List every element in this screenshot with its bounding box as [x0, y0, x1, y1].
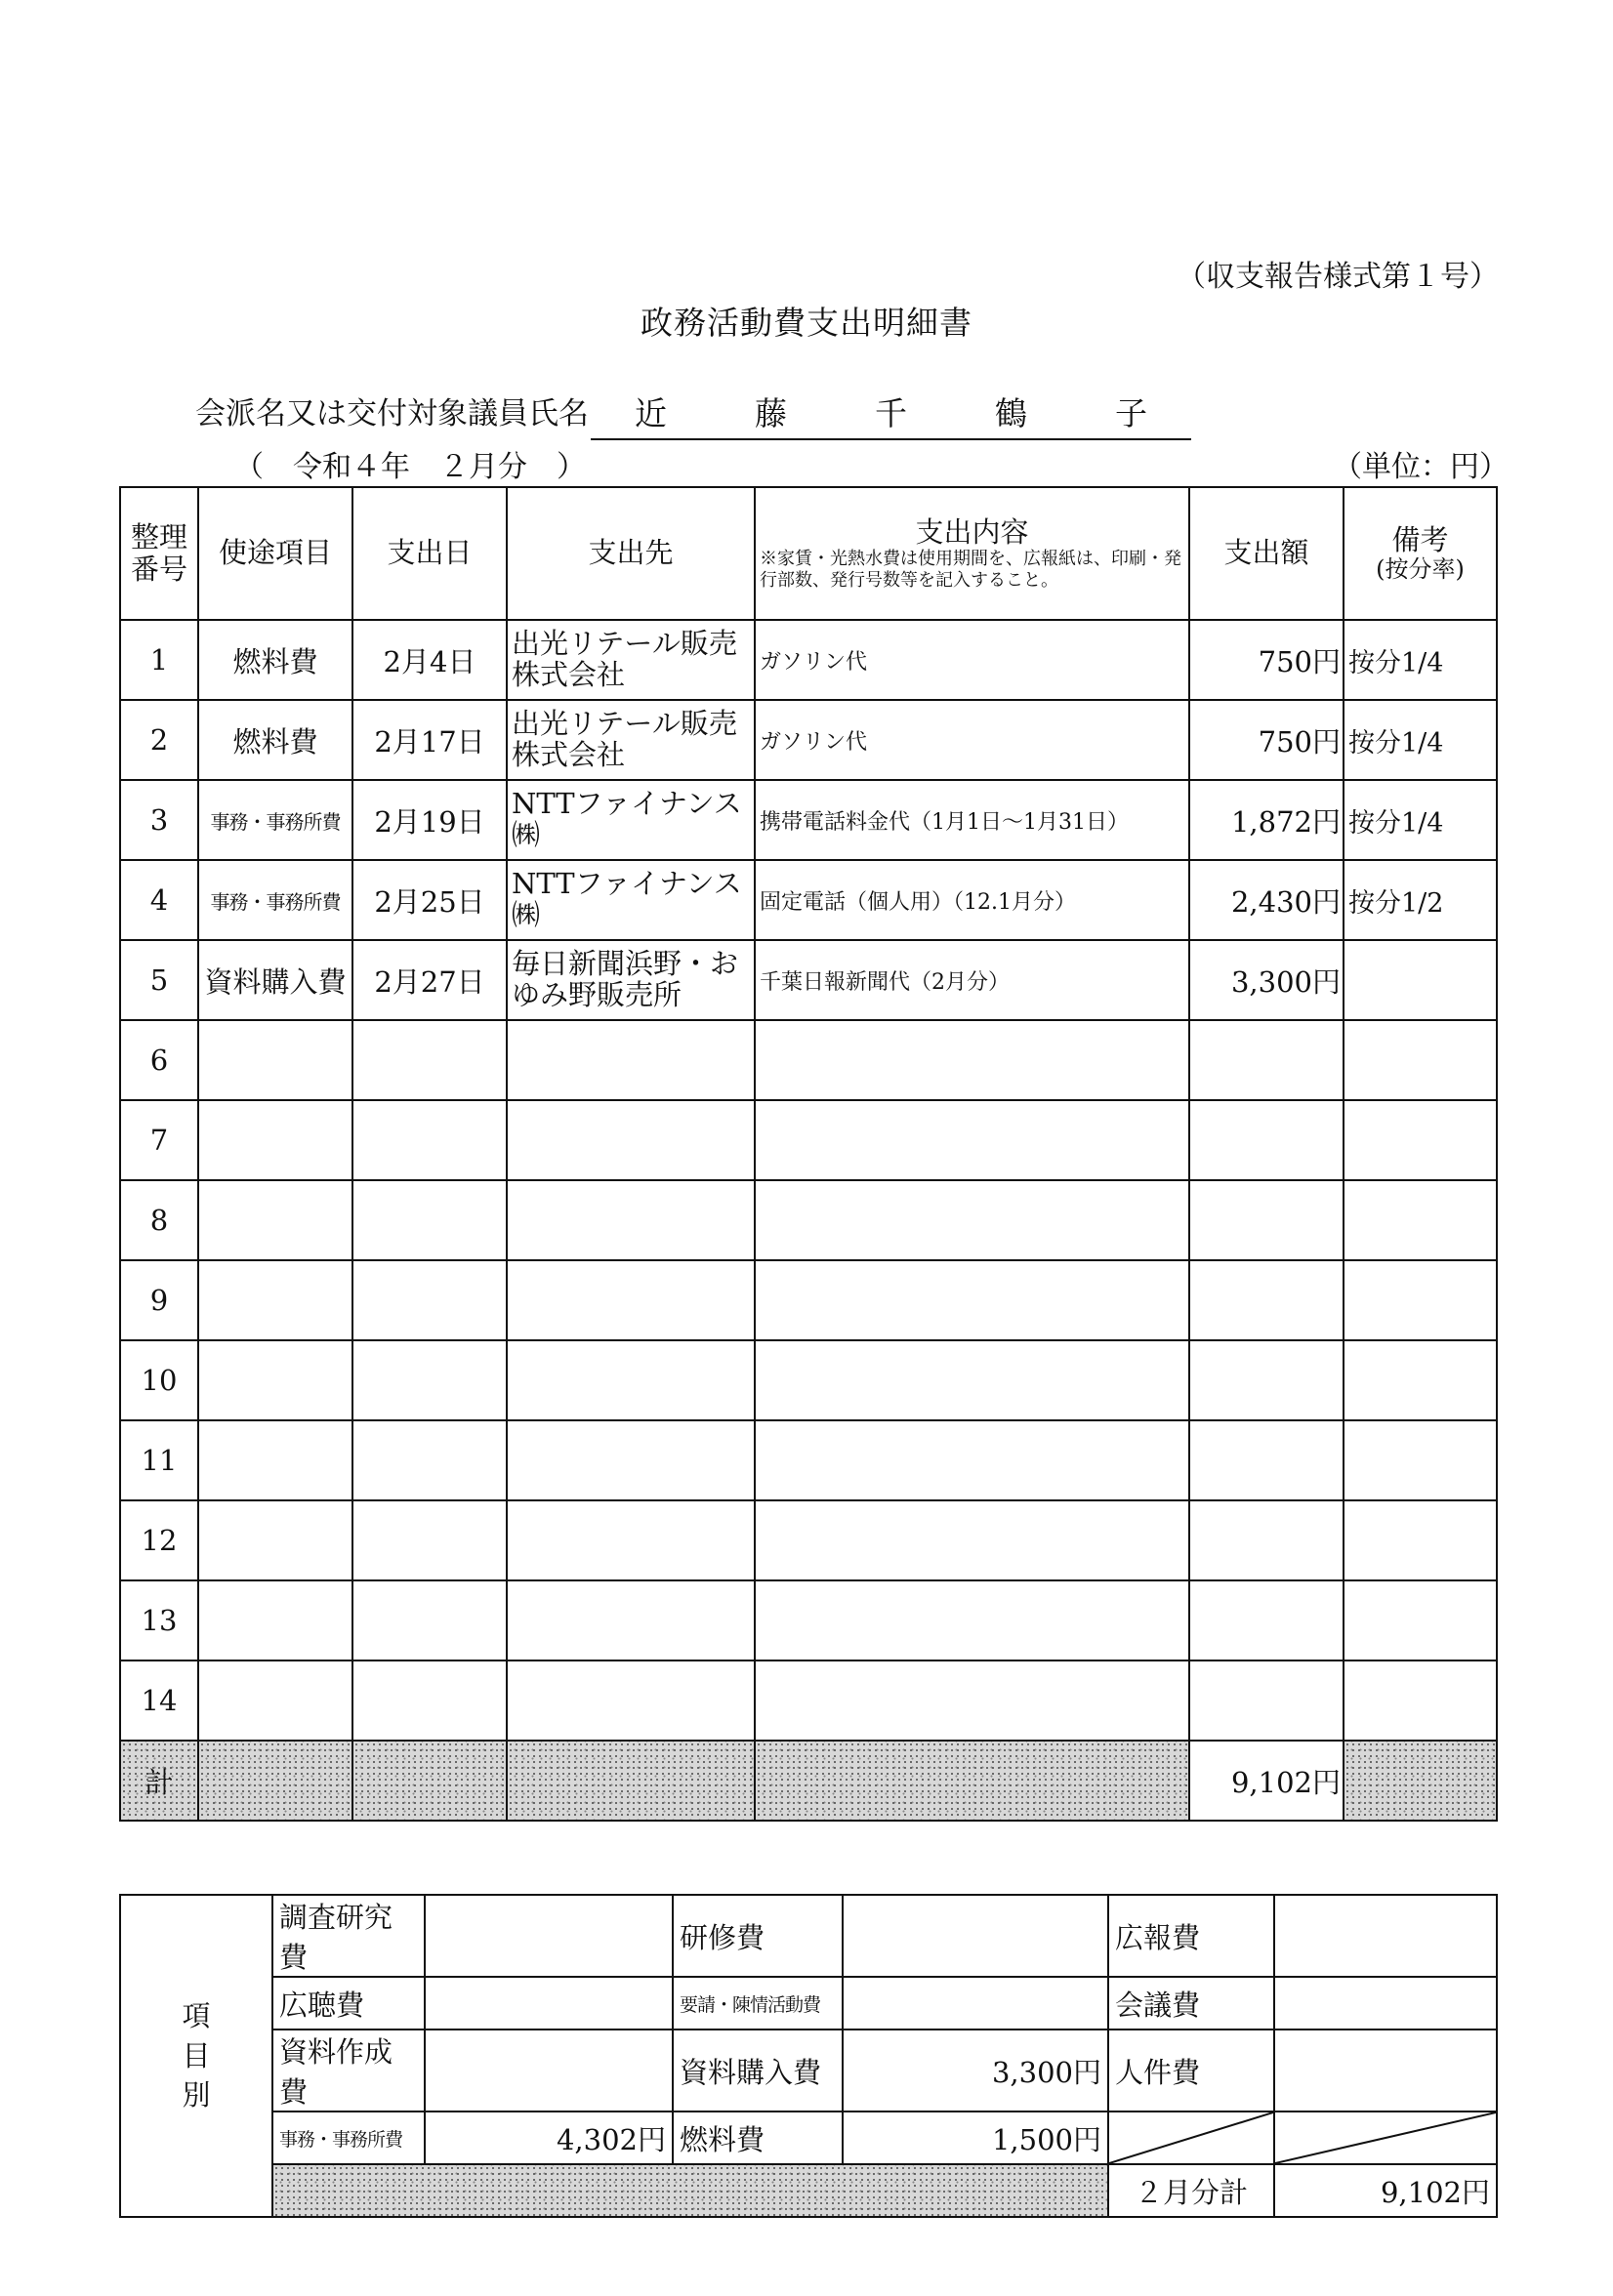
- summary-value: [425, 2030, 673, 2112]
- member-name-char: 子: [1115, 394, 1147, 432]
- period: （ 令和４年 ２月分 ）: [234, 450, 586, 484]
- row-category: 燃料費: [198, 620, 352, 700]
- row-category: [198, 1020, 352, 1100]
- summary-label: 調査研究費: [272, 1895, 425, 1977]
- row-date: [352, 1660, 507, 1741]
- form-number: （収支報告様式第１号）: [1177, 260, 1499, 294]
- row-category: 事務・事務所費: [198, 860, 352, 940]
- row-content: ガソリン代: [755, 700, 1189, 780]
- header-amount: 支出額: [1189, 487, 1344, 620]
- row-date: 2月19日: [352, 780, 507, 860]
- row-date: 2月4日: [352, 620, 507, 700]
- row-remarks: 按分1/4: [1344, 620, 1497, 700]
- row-content: 携帯電話料金代（1月1日～1月31日）: [755, 780, 1189, 860]
- summary-value: 4,302円: [425, 2112, 673, 2164]
- row-amount: [1189, 1100, 1344, 1180]
- total-amount: 9,102円: [1189, 1741, 1344, 1821]
- row-date: [352, 1180, 507, 1260]
- row-content: 固定電話（個人用）（12.1月分）: [755, 860, 1189, 940]
- row-number: 9: [120, 1260, 198, 1340]
- total-shaded-cell: [352, 1741, 507, 1821]
- summary-label: 資料購入費: [673, 2030, 843, 2112]
- row-amount: [1189, 1020, 1344, 1100]
- summary-blank-cell: [1274, 2112, 1497, 2164]
- row-content: [755, 1580, 1189, 1660]
- row-amount: 750円: [1189, 620, 1344, 700]
- table-row: [120, 1580, 1497, 1660]
- row-remarks: [1344, 1260, 1497, 1340]
- row-payee: [507, 1180, 755, 1260]
- summary-value: [1274, 1895, 1497, 1977]
- table-row: [120, 1100, 1497, 1180]
- member-name-char: 藤: [755, 394, 787, 432]
- summary-label: 会議費: [1108, 1977, 1274, 2030]
- row-number: 11: [120, 1420, 198, 1500]
- row-remarks: [1344, 1020, 1497, 1100]
- summary-label: 広聴費: [272, 1977, 425, 2030]
- row-payee: NTTファイナンス㈱: [507, 780, 755, 860]
- row-remarks: [1344, 1340, 1497, 1420]
- total-row: [120, 1741, 1497, 1821]
- row-payee: [507, 1420, 755, 1500]
- total-shaded-cell: [507, 1741, 755, 1821]
- row-date: [352, 1420, 507, 1500]
- row-date: [352, 1020, 507, 1100]
- row-date: [352, 1500, 507, 1580]
- header-payee: 支出先: [507, 487, 755, 620]
- table-header-row: [120, 487, 1497, 620]
- total-shaded-cell: [1344, 1741, 1497, 1821]
- row-remarks: [1344, 940, 1497, 1020]
- row-remarks: [1344, 1500, 1497, 1580]
- summary-side-char: 目: [182, 2038, 211, 2072]
- summary-row: [120, 2112, 1497, 2164]
- row-number: 3: [120, 780, 198, 860]
- row-date: [352, 1100, 507, 1180]
- header-content: [755, 487, 1189, 620]
- row-number: 13: [120, 1580, 198, 1660]
- row-date: 2月17日: [352, 700, 507, 780]
- row-content: [755, 1260, 1189, 1340]
- row-date: [352, 1340, 507, 1420]
- expense-table: [119, 486, 1498, 1822]
- row-number: 10: [120, 1340, 198, 1420]
- unit-label: （単位：円）: [1333, 450, 1509, 484]
- row-number: 6: [120, 1020, 198, 1100]
- row-category: [198, 1500, 352, 1580]
- total-shaded-cell: [198, 1741, 352, 1821]
- document-title: 政務活動費支出明細書: [641, 304, 972, 342]
- row-number: 4: [120, 860, 198, 940]
- row-payee: [507, 1500, 755, 1580]
- row-amount: 3,300円: [1189, 940, 1344, 1020]
- total-shaded-cell: [755, 1741, 1189, 1821]
- row-number: 8: [120, 1180, 198, 1260]
- row-content: [755, 1420, 1189, 1500]
- table-row: [120, 1260, 1497, 1340]
- row-remarks: [1344, 1420, 1497, 1500]
- row-date: 2月25日: [352, 860, 507, 940]
- summary-row: [120, 1895, 1497, 1977]
- summary-label: 要請・陳情活動費: [673, 1977, 843, 2030]
- row-content: [755, 1500, 1189, 1580]
- table-row: [120, 1660, 1497, 1741]
- summary-label: 資料作成費: [272, 2030, 425, 2112]
- row-payee: [507, 1340, 755, 1420]
- row-content: [755, 1340, 1189, 1420]
- row-payee: [507, 1580, 755, 1660]
- table-row: [120, 780, 1497, 860]
- row-amount: [1189, 1580, 1344, 1660]
- row-payee: [507, 1100, 755, 1180]
- row-date: [352, 1260, 507, 1340]
- row-remarks: 按分1/2: [1344, 860, 1497, 940]
- row-remarks: 按分1/4: [1344, 700, 1497, 780]
- table-row: [120, 1420, 1497, 1500]
- header-remarks-sub: (按分率): [1376, 554, 1465, 583]
- row-category: [198, 1420, 352, 1500]
- summary-label: 事務・事務所費: [272, 2112, 425, 2164]
- member-name-char: 近: [635, 394, 667, 432]
- category-summary-table: [119, 1894, 1498, 2218]
- row-amount: 1,872円: [1189, 780, 1344, 860]
- row-category: [198, 1180, 352, 1260]
- row-number: 5: [120, 940, 198, 1020]
- total-label: 計: [120, 1741, 198, 1821]
- row-remarks: 按分1/4: [1344, 780, 1497, 860]
- row-content: [755, 1180, 1189, 1260]
- row-number: 12: [120, 1500, 198, 1580]
- summary-value: [425, 1977, 673, 2030]
- row-category: [198, 1260, 352, 1340]
- row-number: 1: [120, 620, 198, 700]
- month-total-label: ２月分計: [1108, 2164, 1274, 2217]
- header-remarks: [1344, 487, 1497, 620]
- header-num: 整理番号: [120, 487, 198, 620]
- summary-value: [425, 1895, 673, 1977]
- row-amount: [1189, 1420, 1344, 1500]
- row-remarks: [1344, 1660, 1497, 1741]
- summary-value: 3,300円: [843, 2030, 1108, 2112]
- row-number: 14: [120, 1660, 198, 1741]
- row-content: [755, 1660, 1189, 1741]
- table-row: [120, 700, 1497, 780]
- row-remarks: [1344, 1180, 1497, 1260]
- table-row: [120, 1340, 1497, 1420]
- summary-label: 広報費: [1108, 1895, 1274, 1977]
- header-content-title: 支出内容: [915, 514, 1029, 549]
- table-row: [120, 1180, 1497, 1260]
- row-category: 燃料費: [198, 700, 352, 780]
- table-row: [120, 940, 1497, 1020]
- summary-side-char: 項: [182, 1999, 211, 2033]
- member-name: [591, 389, 1191, 440]
- month-total-value: 9,102円: [1274, 2164, 1497, 2217]
- summary-shaded-cell: [272, 2164, 1108, 2217]
- member-name-char: 鶴: [995, 394, 1027, 432]
- summary-blank-cell: [1108, 2112, 1274, 2164]
- row-payee: 出光リテール販売株式会社: [507, 700, 755, 780]
- row-payee: [507, 1260, 755, 1340]
- row-amount: [1189, 1500, 1344, 1580]
- row-remarks: [1344, 1580, 1497, 1660]
- summary-side-label: [120, 1895, 272, 2217]
- summary-value: 1,500円: [843, 2112, 1108, 2164]
- row-payee: NTTファイナンス㈱: [507, 860, 755, 940]
- summary-value: [843, 1977, 1108, 2030]
- row-number: 7: [120, 1100, 198, 1180]
- row-category: [198, 1660, 352, 1741]
- header-date: 支出日: [352, 487, 507, 620]
- row-amount: [1189, 1340, 1344, 1420]
- summary-label: 人件費: [1108, 2030, 1274, 2112]
- header-content-note: ※家賃・光熱水費は使用期間を、広報紙は、印刷・発行部数、発行号数等を記入すること。: [760, 549, 1181, 591]
- row-category: 資料購入費: [198, 940, 352, 1020]
- summary-label: 研修費: [673, 1895, 843, 1977]
- row-payee: 出光リテール販売株式会社: [507, 620, 755, 700]
- table-row: [120, 620, 1497, 700]
- summary-value: [1274, 1977, 1497, 2030]
- row-category: [198, 1340, 352, 1420]
- row-amount: [1189, 1260, 1344, 1340]
- row-date: [352, 1580, 507, 1660]
- row-amount: 750円: [1189, 700, 1344, 780]
- summary-total-row: [120, 2164, 1497, 2217]
- summary-side-char: 別: [182, 2078, 211, 2112]
- row-payee: [507, 1660, 755, 1741]
- summary-row: [120, 2030, 1497, 2112]
- header-remarks-title: 備考: [1391, 522, 1449, 556]
- header-category: 使途項目: [198, 487, 352, 620]
- member-name-char: 千: [875, 394, 907, 432]
- row-amount: 2,430円: [1189, 860, 1344, 940]
- member-label: 会派名又は交付対象議員氏名: [195, 396, 589, 431]
- row-number: 2: [120, 700, 198, 780]
- row-date: 2月27日: [352, 940, 507, 1020]
- row-content: ガソリン代: [755, 620, 1189, 700]
- row-category: 事務・事務所費: [198, 780, 352, 860]
- row-content: 千葉日報新聞代（2月分）: [755, 940, 1189, 1020]
- row-remarks: [1344, 1100, 1497, 1180]
- table-row: [120, 860, 1497, 940]
- row-payee: [507, 1020, 755, 1100]
- table-row: [120, 1020, 1497, 1100]
- row-payee: 毎日新聞浜野・おゆみ野販売所: [507, 940, 755, 1020]
- row-content: [755, 1100, 1189, 1180]
- summary-label: 燃料費: [673, 2112, 843, 2164]
- row-category: [198, 1100, 352, 1180]
- summary-value: [843, 1895, 1108, 1977]
- summary-value: [1274, 2030, 1497, 2112]
- row-content: [755, 1020, 1189, 1100]
- summary-row: [120, 1977, 1497, 2030]
- row-category: [198, 1580, 352, 1660]
- row-amount: [1189, 1660, 1344, 1741]
- table-row: [120, 1500, 1497, 1580]
- row-amount: [1189, 1180, 1344, 1260]
